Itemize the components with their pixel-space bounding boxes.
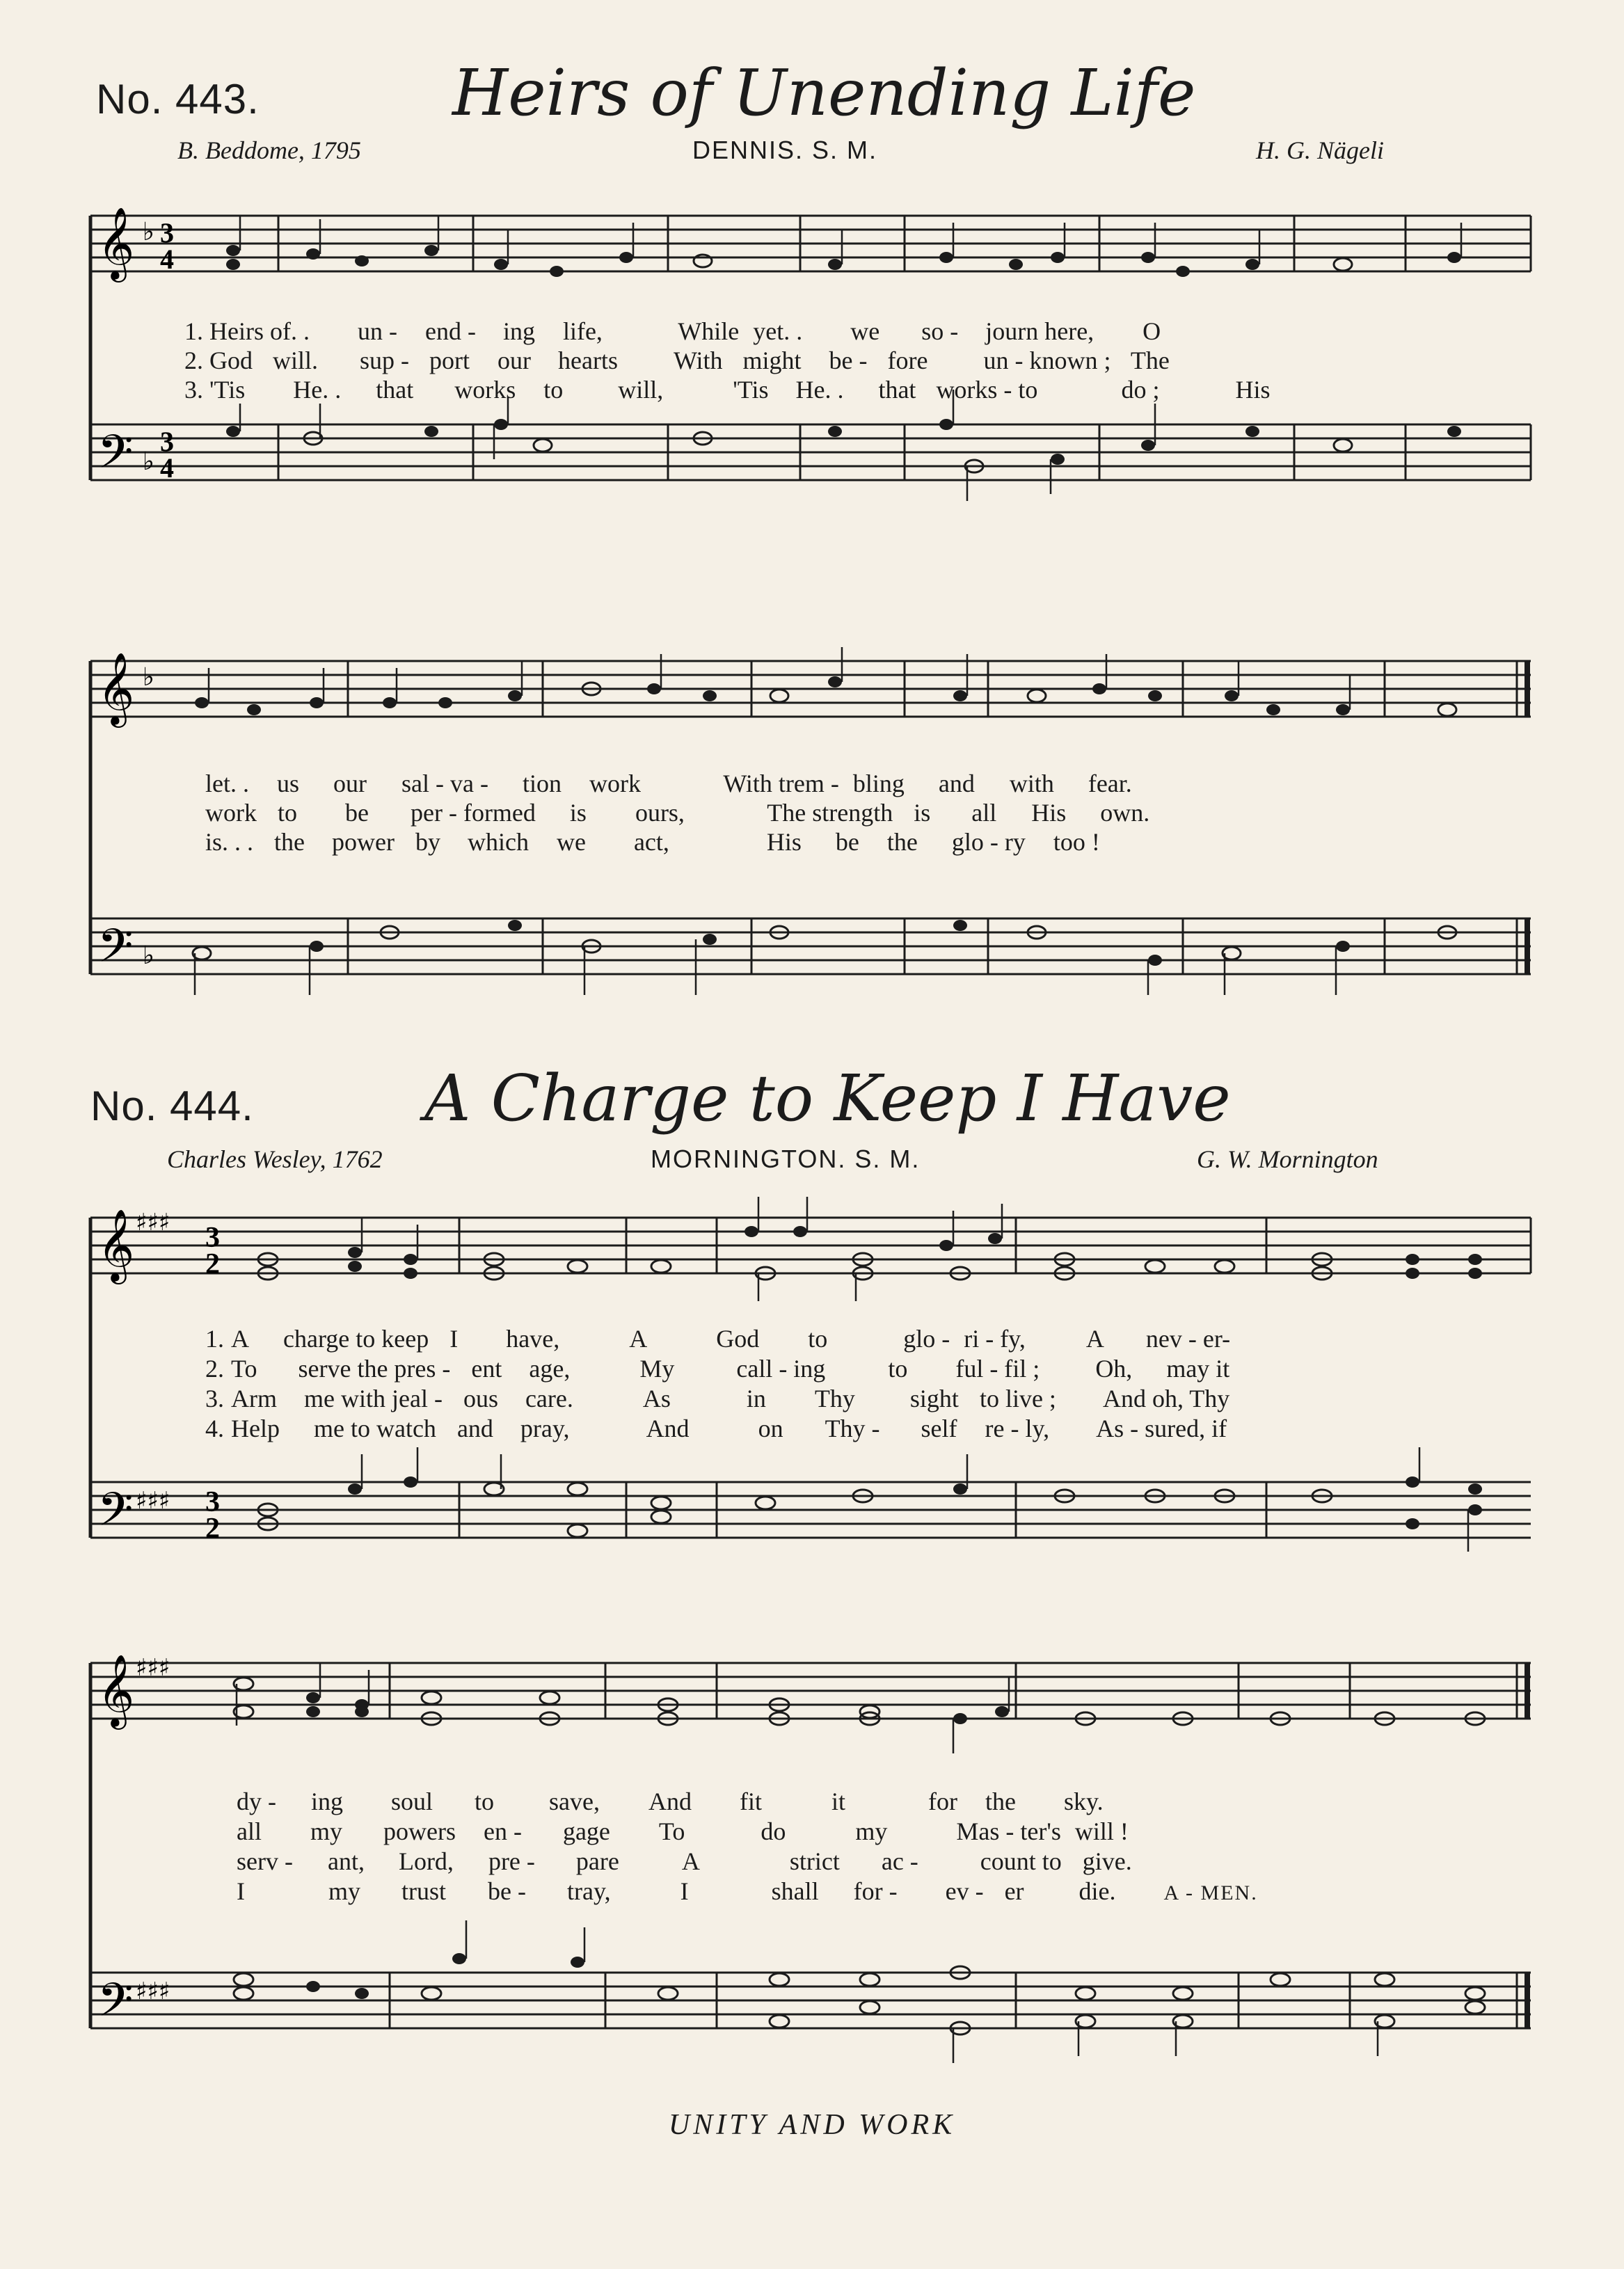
composer-credit: G. W. Mornington [1197, 1145, 1378, 1173]
svg-text:♭: ♭ [143, 447, 154, 476]
svg-text:♭: ♭ [143, 662, 154, 692]
author-credit: Charles Wesley, 1762 [167, 1145, 383, 1173]
svg-text:♯♯♯: ♯♯♯ [136, 1209, 170, 1236]
treble-clef-icon: 𝄞 [97, 207, 135, 280]
bass-clef-icon: 𝄢 [97, 919, 134, 984]
svg-text:♯♯♯: ♯♯♯ [136, 1654, 170, 1682]
hymn-title: Heirs of Unending Life [452, 56, 1196, 130]
svg-text:3: 3 [205, 1486, 220, 1518]
svg-text:2: 2 [205, 1513, 220, 1545]
lyric-verse-line: 3. 'Tis He. . that works to will, 'Tis He. . that works - to do ; His [184, 376, 1271, 404]
bass-clef-icon: 𝄢 [97, 1973, 134, 2038]
svg-text:♯♯♯: ♯♯♯ [136, 1487, 170, 1515]
svg-text:4: 4 [160, 244, 174, 275]
svg-text:3: 3 [160, 426, 174, 457]
lyric-verse-line: all my powers en - gage To do my Mas - ter's will ! [237, 1817, 1129, 1845]
author-credit: B. Beddome, 1795 [177, 136, 361, 164]
lyric-verse-line: serv - ant, Lord, pre - pare A strict ac - count to give. [237, 1847, 1132, 1875]
treble-clef-icon: 𝄞 [97, 1209, 135, 1282]
lyric-verse-line: work to be per - formed is ours, The strength is all His own. [205, 799, 1150, 827]
hymn-number: No. 443. [96, 76, 260, 122]
svg-text:♭: ♭ [143, 217, 154, 246]
bass-clef-icon: 𝄢 [97, 425, 134, 490]
lyric-verse-line: 2. God will. sup - port our hearts With might be - fore un - known ; The [184, 347, 1170, 374]
lyric-verse-line: 2. To serve the pres - ent age, My call - ing to ful - fil ; Oh, may it [205, 1355, 1230, 1383]
svg-text:3: 3 [205, 1222, 220, 1254]
lyric-verse-line: I my trust be - tray, I shall for - ev - er die. A - MEN. [237, 1877, 1258, 1905]
lyric-verse-line: 4. Help me to watch and pray, And on Thy - self re - ly, As - sured, if [205, 1415, 1227, 1442]
hymn-number: No. 444. [90, 1083, 254, 1129]
svg-text:3: 3 [160, 217, 174, 248]
lyric-verse-line: let. . us our sal - va - tion work With trem - bling and with fear. [205, 770, 1132, 797]
bass-clef-icon: 𝄢 [97, 1483, 134, 1547]
lyric-verse-line: 3. Arm me with jeal - ous care. As in Thy sight to live ; And oh, Thy [205, 1385, 1230, 1412]
treble-clef-icon: 𝄞 [97, 1654, 135, 1727]
lyric-verse-line: 1. Heirs of. . un - end - ing life, While yet. . we so - journ here, O [184, 317, 1161, 345]
lyric-verse-line: dy - ing soul to save, And fit it for the sky. [237, 1788, 1104, 1815]
lyric-verse-line: 1. A charge to keep I have, A God to glo - ri - fy, A nev - er- [205, 1325, 1231, 1353]
hymn-title: A Charge to Keep I Have [424, 1061, 1231, 1136]
svg-text:♯♯♯: ♯♯♯ [136, 1977, 170, 2005]
svg-text:4: 4 [160, 452, 174, 484]
treble-clef-icon: 𝄞 [97, 652, 135, 725]
amen-label: A - MEN. [1163, 1881, 1258, 1904]
svg-text:♭: ♭ [143, 941, 154, 970]
tune-name: DENNIS. S. M. [692, 136, 878, 164]
composer-credit: H. G. Nägeli [1256, 136, 1384, 164]
page-footer: UNITY AND WORK [668, 2109, 956, 2141]
lyric-verse-line: is. . . the power by which we act, His be the glo - ry too ! [205, 828, 1100, 856]
tune-name: MORNINGTON. S. M. [651, 1145, 921, 1173]
svg-text:2: 2 [205, 1248, 220, 1280]
